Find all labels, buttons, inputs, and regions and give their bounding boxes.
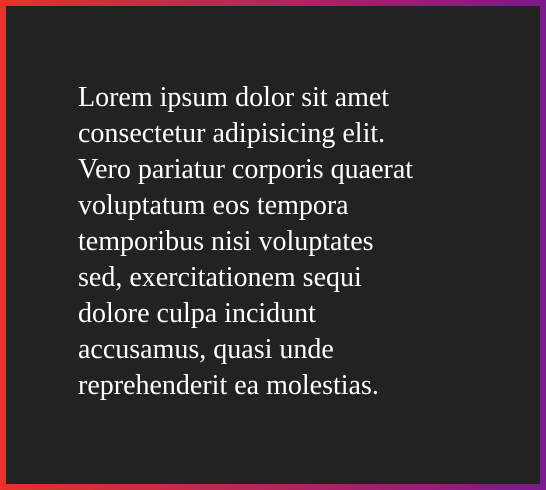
paragraph-line: reprehenderit ea molestias. — [78, 370, 379, 401]
paragraph-line: voluptatum eos tempora — [78, 190, 349, 221]
lorem-paragraph — [78, 80, 478, 404]
paragraph-line: Vero pariatur corporis quaerat — [78, 154, 414, 185]
paragraph-line: accusamus, quasi unde — [78, 334, 334, 365]
paragraph-line: temporibus nisi voluptates — [78, 226, 374, 257]
dark-panel — [6, 6, 540, 484]
paragraph-line: Lorem ipsum dolor sit amet — [78, 82, 390, 113]
paragraph-line: sed, exercitationem sequi — [78, 262, 362, 293]
paragraph-line: consectetur adipisicing elit. — [78, 118, 386, 149]
paragraph-line: dolore culpa incidunt — [78, 298, 316, 329]
